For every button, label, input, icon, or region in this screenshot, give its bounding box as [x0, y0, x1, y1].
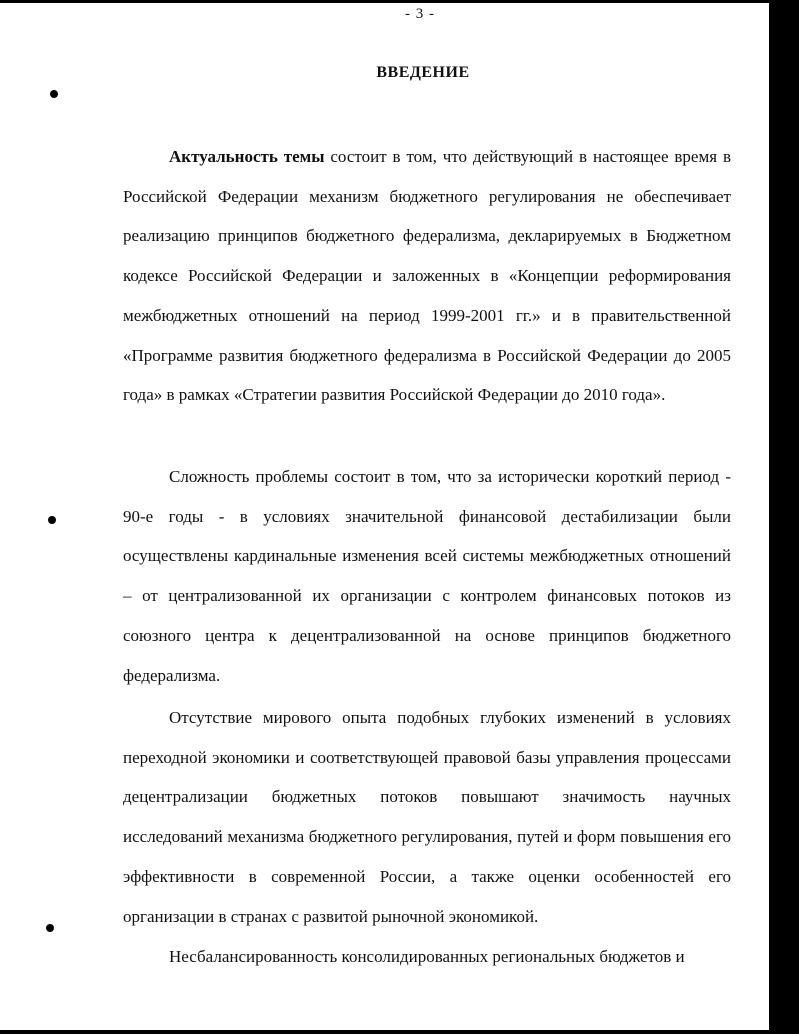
page-title: ВВЕДЕНИЕ [376, 64, 470, 81]
paragraph-text: Сложность проблемы состоит в том, что за исторически короткий период - 90-е годы - в условиях значительной финансовой дестабилизации были осуществлены кардинальные изменения всей системы межбюджетных отношений – от централизованной их организации с контролем финансовых потоков из союзного центра к децентрализованной на основе принципов бюджетного федерализма. [123, 467, 731, 685]
binding-hole-mark [48, 516, 56, 524]
scan-border-top [0, 0, 799, 3]
paragraph-text: Отсутствие мирового опыта подобных глубоких изменений в условиях переходной экономики и соответствующей правовой базы управления процессами децентрализации бюджетных потоков повышают значимость научных исследований механизма бюджетного регулирования, путей и форм повышения его эффективности в современной России, а также оценки особенностей его организации в странах с развитой рыночной экономикой. [123, 708, 731, 926]
paragraph-lead-bold: Актуальность темы [169, 147, 325, 166]
scan-border-bottom [0, 1030, 799, 1034]
paragraph-world-experience [123, 698, 731, 936]
binding-hole-mark [50, 90, 58, 98]
binding-hole-mark [46, 924, 54, 932]
paragraph-relevance [123, 137, 731, 415]
paragraph-imbalance [123, 937, 731, 977]
paragraph-text: Несбалансированность консолидированных региональных бюджетов и [169, 947, 685, 966]
paragraph-text: состоит в том, что действующий в настоящее время в Российской Федерации механизм бюджетного регулирования не обеспечивает реализацию принципов бюджетного федерализма, декларируемых в Бюджетном кодексе Российской Федерации и заложенных в «Концепции реформирования межбюджетных отношений на период 1999-2001 гг.» и в правительственной «Программе развития бюджетного федерализма в Российской Федерации до 2005 года» в рамках «Стратегии развития Российской Федерации до 2010 года». [123, 147, 731, 405]
scan-border-right [769, 0, 799, 1034]
page-number: - 3 - [405, 6, 435, 22]
paragraph-complexity [123, 457, 731, 695]
